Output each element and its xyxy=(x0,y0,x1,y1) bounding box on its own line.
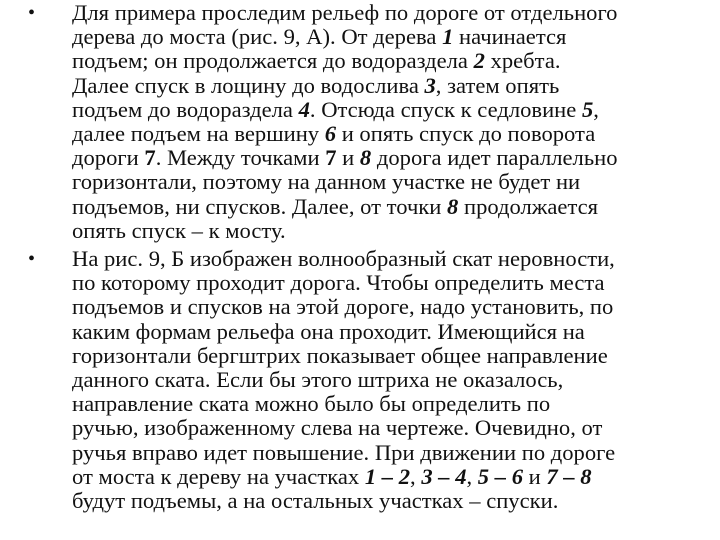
point-number: 8 xyxy=(359,145,372,171)
point-number: 1 – 2 xyxy=(364,463,411,489)
text-run: . Между точками xyxy=(155,145,326,171)
point-number: 8 xyxy=(447,193,459,219)
text-run: ручью, изображенному слева на чертеже. Очевидно, от xyxy=(72,415,603,441)
text-run: , xyxy=(593,96,599,122)
text-line xyxy=(72,344,696,368)
point-number: 7 xyxy=(144,145,156,171)
text-line xyxy=(72,25,696,49)
text-run: горизонтали, поэтому на данном участке не будет ни xyxy=(72,169,581,195)
text-line xyxy=(72,392,696,416)
point-number: 7 xyxy=(325,145,337,171)
text-run: Далее спуск в лощину до водослива xyxy=(72,72,425,98)
text-run: , xyxy=(466,463,478,489)
point-number: 1 xyxy=(442,24,454,50)
text-run: направление ската можно было бы определить по xyxy=(72,391,551,417)
text-run: подъемов и спусков на этой дороге, надо установить, по xyxy=(72,294,614,320)
text-line xyxy=(72,368,696,392)
text-line xyxy=(72,489,696,513)
text-run: Для примера проследим рельеф по дороге от отдельного xyxy=(72,0,618,25)
text-run: . Отсюда спуск к седловине xyxy=(309,96,582,122)
bullet-paragraph xyxy=(28,1,696,243)
point-number: 2 xyxy=(473,48,485,74)
text-run: , затем опять xyxy=(435,72,560,98)
text-run: далее подъем на вершину xyxy=(72,121,325,147)
point-number: 3 xyxy=(424,72,436,98)
bullet-paragraph xyxy=(28,247,696,513)
text-run: горизонтали бергштрих показывает общее направление xyxy=(72,342,608,368)
point-number: 7 – 8 xyxy=(546,463,592,489)
point-number: 6 xyxy=(324,121,337,147)
text-run: и xyxy=(336,145,360,171)
text-run: дорога идет параллельно xyxy=(371,145,618,171)
point-number: 3 – 4 xyxy=(421,463,467,489)
text-run: дерева до моста (рис. 9, А). От дерева xyxy=(72,24,443,50)
point-number: 5 – 6 xyxy=(477,463,523,489)
text-run: хребта. xyxy=(484,48,561,74)
text-run: ручья вправо идет повышение. При движении по дороге xyxy=(72,439,616,465)
text-run: и xyxy=(522,463,547,489)
point-number: 4 xyxy=(298,96,310,122)
text-run: На рис. 9, Б изображен волнообразный скат неровности, xyxy=(72,246,615,272)
text-line xyxy=(72,295,696,319)
text-run: данного ската. Если бы этого штриха не оказалось, xyxy=(72,367,564,393)
text-line xyxy=(72,122,696,146)
text-line xyxy=(72,170,696,194)
bullet-marker: • xyxy=(28,2,36,24)
text-run: каким формам рельефа она проходит. Имеющийся на xyxy=(72,318,585,344)
text-run: дороги xyxy=(72,145,145,171)
bullet-list xyxy=(28,1,696,517)
text-line xyxy=(72,98,696,122)
text-run: от моста к дереву на участках xyxy=(72,463,365,489)
text-line xyxy=(72,441,696,465)
text-line xyxy=(72,465,696,489)
text-run: продолжается xyxy=(458,193,599,219)
text-run: подъемов, ни спусков. Далее, от точки xyxy=(72,193,448,219)
text-line xyxy=(72,146,696,170)
text-run: будут подъемы, а на остальных участках – спуски. xyxy=(72,488,559,514)
text-line xyxy=(72,219,696,243)
text-line xyxy=(72,271,696,295)
text-run: и опять спуск до поворота xyxy=(336,121,596,147)
text-line xyxy=(72,1,696,25)
text-line xyxy=(72,74,696,98)
text-run: подъем до водораздела xyxy=(72,96,299,122)
text-run: по которому проходит дорога. Чтобы определить места xyxy=(72,270,605,296)
point-number: 5 xyxy=(581,96,594,122)
text-run: подъем; он продолжается до водораздела xyxy=(72,48,474,74)
text-run: опять спуск – к мосту. xyxy=(72,217,286,243)
text-line xyxy=(72,320,696,344)
bullet-marker: • xyxy=(28,248,36,271)
text-line xyxy=(72,416,696,440)
text-line xyxy=(72,49,696,73)
text-line xyxy=(72,247,696,271)
text-run: , xyxy=(410,463,422,489)
text-run: начинается xyxy=(453,24,567,50)
text-line xyxy=(72,195,696,219)
